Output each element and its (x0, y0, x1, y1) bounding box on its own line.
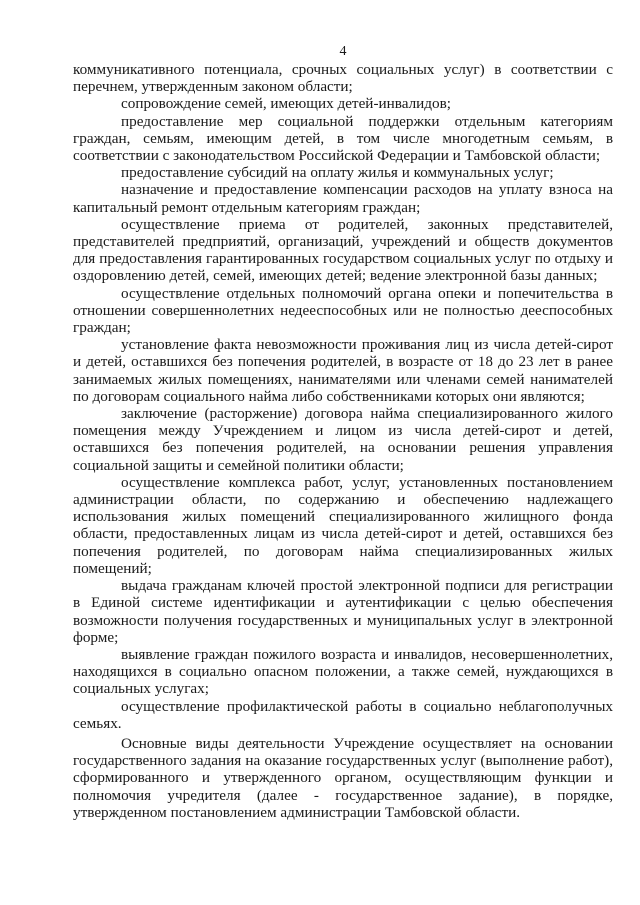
page-number: 4 (339, 44, 347, 59)
paragraph-1: коммуникативного потенциала, срочных социальных услуг) в соответствии с перечнем, утвержденным законом области; (73, 61, 613, 96)
paragraph-5: назначение и предоставление компенсации расходов на уплату взноса на капитальный ремонт отдельным категориям граждан; (73, 181, 613, 216)
paragraph-8: установление факта невозможности проживания лиц из числа детей-сирот и детей, оставшихся без попечения родителей, в возрасте от 18 до 23 лет в ранее занимаемых жилых помещениях, нанимателями или членами семей нанимателей по договорам социального найма либо собственниками которых они являются; (73, 336, 613, 405)
paragraph-10: осуществление комплекса работ, услуг, установленных постановлением администрации области, по содержанию и обеспечению надлежащего использования жилых помещений специализированного жилищного фонда области, предоставленных лицам из числа детей-сирот и детей, оставшихся без попечения родителей, по договорам найма специализированных жилых помещений; (73, 473, 613, 577)
paragraph-13: осуществление профилактической работы в социально неблагополучных семьях. (73, 697, 613, 732)
paragraph-7: осуществление отдельных полномочий органа опеки и попечительства в отношении совершеннолетних недееспособных или не полностью дееспособных граждан; (73, 284, 613, 337)
paragraph-9: заключение (расторжение) договора найма специализированного жилого помещения между Учреждением и лицом из числа детей-сирот и детей, оставшихся без попечения родителей, на основании решения управления социальной защиты и семейной политики области; (73, 405, 613, 474)
paragraph-12: выявление граждан пожилого возраста и инвалидов, несовершеннолетних, находящихся в социально опасном положении, а также семей, нуждающихся в социальных услугах; (73, 645, 613, 698)
document-page (73, 44, 613, 821)
paragraph-3: предоставление мер социальной поддержки отдельным категориям граждан, семьям, имеющим детей, в том числе многодетным семьям, в соответствии с законодательством Российской Федерации и Тамбовской области; (73, 112, 613, 165)
paragraph-6: осуществление приема от родителей, законных представителей, представителей предприятий, организаций, учреждений и обществ документов для предоставления гарантированных государством социальных услуг по отдыху и оздоровлению детей, семей, имеющих детей; ведение электронной базы данных; (73, 215, 613, 285)
paragraph-11: выдача гражданам ключей простой электронной подписи для регистрации в Единой системе идентификации и аутентификации с целью обеспечения возможности получения государственных и муниципальных услуг в электронной форме; (73, 577, 613, 646)
paragraph-4: предоставление субсидий на оплату жилья и коммунальных услуг; (121, 164, 554, 182)
paragraph-14: Основные виды деятельности Учреждение осуществляет на основании государственного задания на оказание государственных услуг (выполнение работ), сформированного и утвержденного органом, осуществляющим функции и полномочия учредителя (далее - государственное задание), в порядке, утвержденном постановлением администрации Тамбовской области. (73, 734, 613, 821)
paragraph-2: сопровождение семей, имеющих детей-инвалидов; (121, 95, 452, 113)
